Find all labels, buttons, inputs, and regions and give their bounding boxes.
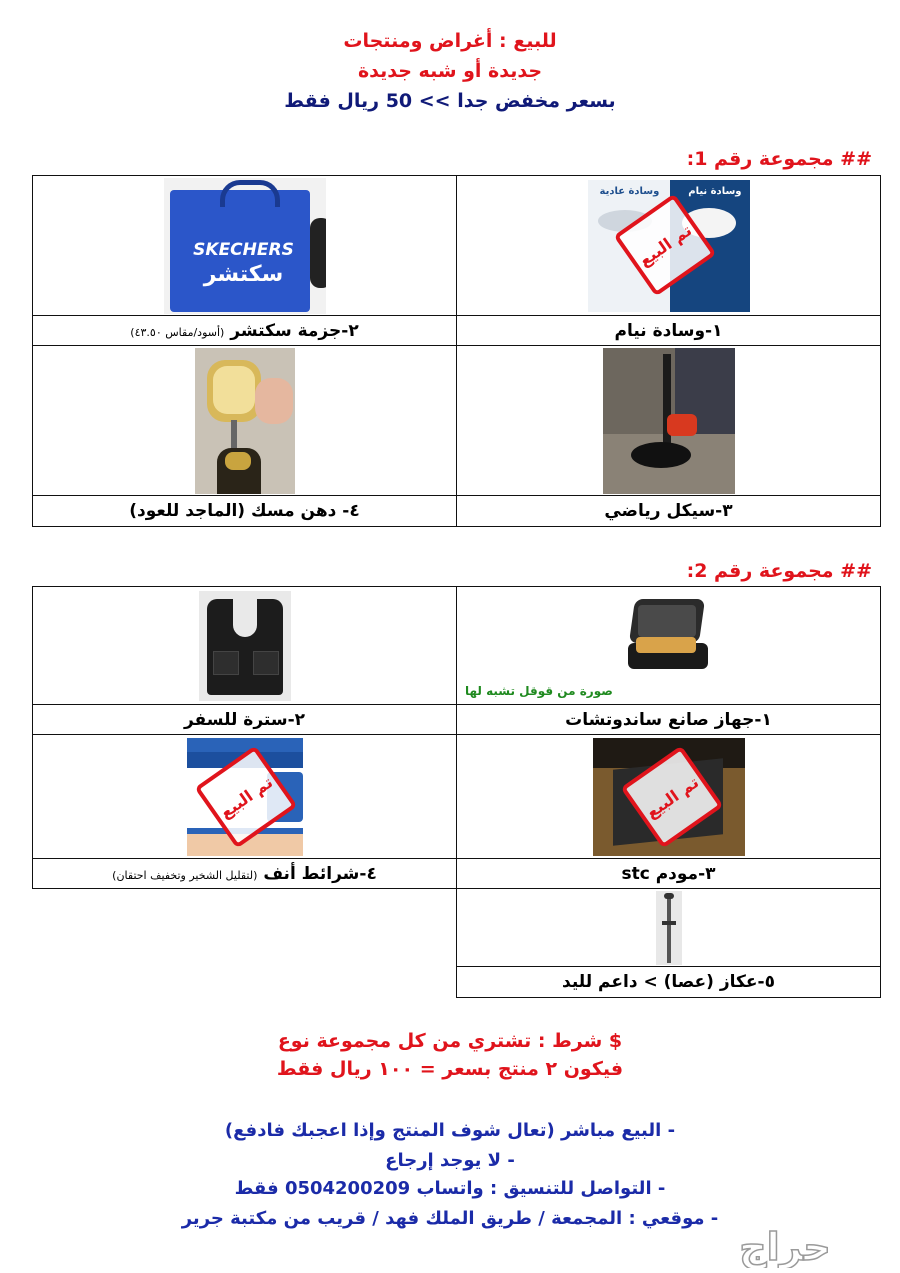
item-note-skechers: (أسود/مقاس ٤٣.٥٠) [130, 325, 225, 339]
group2-empty-cell [33, 889, 457, 967]
group2-item1-image-cell [457, 587, 881, 705]
item-note-nose-strips: (لتقليل الشخير وتخفيف احتقان) [112, 868, 258, 882]
group1-title: ## مجموعة رقم 1: [686, 148, 872, 170]
group1-item1-image-cell [457, 176, 881, 316]
group1-item4-label-cell [33, 496, 457, 527]
group2-item2-image-cell [33, 587, 457, 705]
sandwich-maker-image-note: صورة من قوقل تشبه لها [465, 684, 613, 698]
sandwich-maker-image [622, 593, 716, 685]
footer-line-3: - التواصل للتنسيق : واتساب 0504200209 فقط [234, 1178, 666, 1199]
skechers-bag-image [164, 178, 326, 314]
footer-line-2: - لا يوجد إرجاع [385, 1150, 515, 1171]
group2-item3-image-cell [457, 735, 881, 859]
exercise-bike-image [603, 348, 735, 494]
condition-line-2: فيكون ٢ منتج بسعر = ١٠٠ ريال فقط [276, 1058, 624, 1080]
item-label-stc-modem: ٣-مودم stc [621, 863, 716, 884]
skechers-logo-text: SKECHERS [193, 239, 294, 260]
sold-stamp: تم البيع [194, 745, 297, 848]
item-label-travel-vest: ٢-سترة للسفر [183, 709, 306, 730]
group1-item3-image-cell [457, 346, 881, 496]
item-label-nose-strips: ٤-شرائط أنف [263, 863, 377, 884]
header-line-2: جديدة أو شبه جديدة [357, 60, 543, 82]
footer-line-1: - البيع مباشر (تعال شوف المنتج وإذا اعجبك فادفع) [224, 1120, 676, 1141]
condition-line-1: $ شرط : تشتري من كل مجموعة نوع [277, 1030, 623, 1052]
item-label-crutch: ٥-عكاز (عصا) > داعم لليد [562, 972, 775, 992]
item-label-pillow: ١-وسادة نيام [614, 320, 723, 341]
footer-line-4: - موقعي : المجمعة / طريق الملك فهد / قريب من مكتبة جرير [181, 1208, 719, 1229]
watermark-text: حراج [739, 1225, 831, 1268]
musk-oil-image [195, 348, 295, 494]
pillow-image-text-b: وسادة عادية [599, 185, 660, 197]
group1-item3-label-cell [457, 496, 881, 527]
pillow-image [588, 180, 750, 312]
header-line-1: للبيع : أغراض ومنتجات [343, 30, 557, 52]
group2-table [32, 586, 881, 998]
group1-item1-label-cell [457, 316, 881, 346]
group1-table [32, 175, 881, 527]
stc-modem-image [593, 738, 745, 856]
group2-item2-label-cell [33, 705, 457, 735]
pillow-image-text-a: وسادة نيام [688, 185, 742, 197]
group1-item2-label-cell [33, 316, 457, 346]
item-label-bike: ٣-سيكل رياضي [604, 501, 733, 521]
sold-stamp: تم البيع [620, 745, 723, 848]
skechers-arabic-text: سكتشر [203, 261, 284, 287]
travel-vest-image [199, 591, 291, 701]
group2-item5-image-cell [457, 889, 881, 967]
group2-title: ## مجموعة رقم 2: [686, 560, 872, 582]
item-label-musk: ٤- دهن مسك (الماجد للعود) [129, 501, 360, 521]
item-label-sandwich-maker: ١-جهاز صانع ساندوتشات [565, 709, 772, 730]
nose-strips-image [187, 738, 303, 856]
group2-empty-label-cell [33, 967, 457, 998]
header-line-3: بسعر مخفض جدا >> 50 ريال فقط [284, 90, 616, 112]
group2-item1-label-cell [457, 705, 881, 735]
haraj-watermark-logo [676, 1224, 894, 1268]
group1-item2-image-cell [33, 176, 457, 316]
group1-item4-image-cell [33, 346, 457, 496]
group2-item3-label-cell [457, 859, 881, 889]
group2-item4-image-cell [33, 735, 457, 859]
group2-item5-label-cell [457, 967, 881, 998]
sold-stamp: تم البيع [613, 193, 716, 296]
crutch-image [656, 891, 682, 965]
group2-item4-label-cell [33, 859, 457, 889]
item-label-skechers: ٢-جزمة سكتشر [230, 320, 359, 341]
